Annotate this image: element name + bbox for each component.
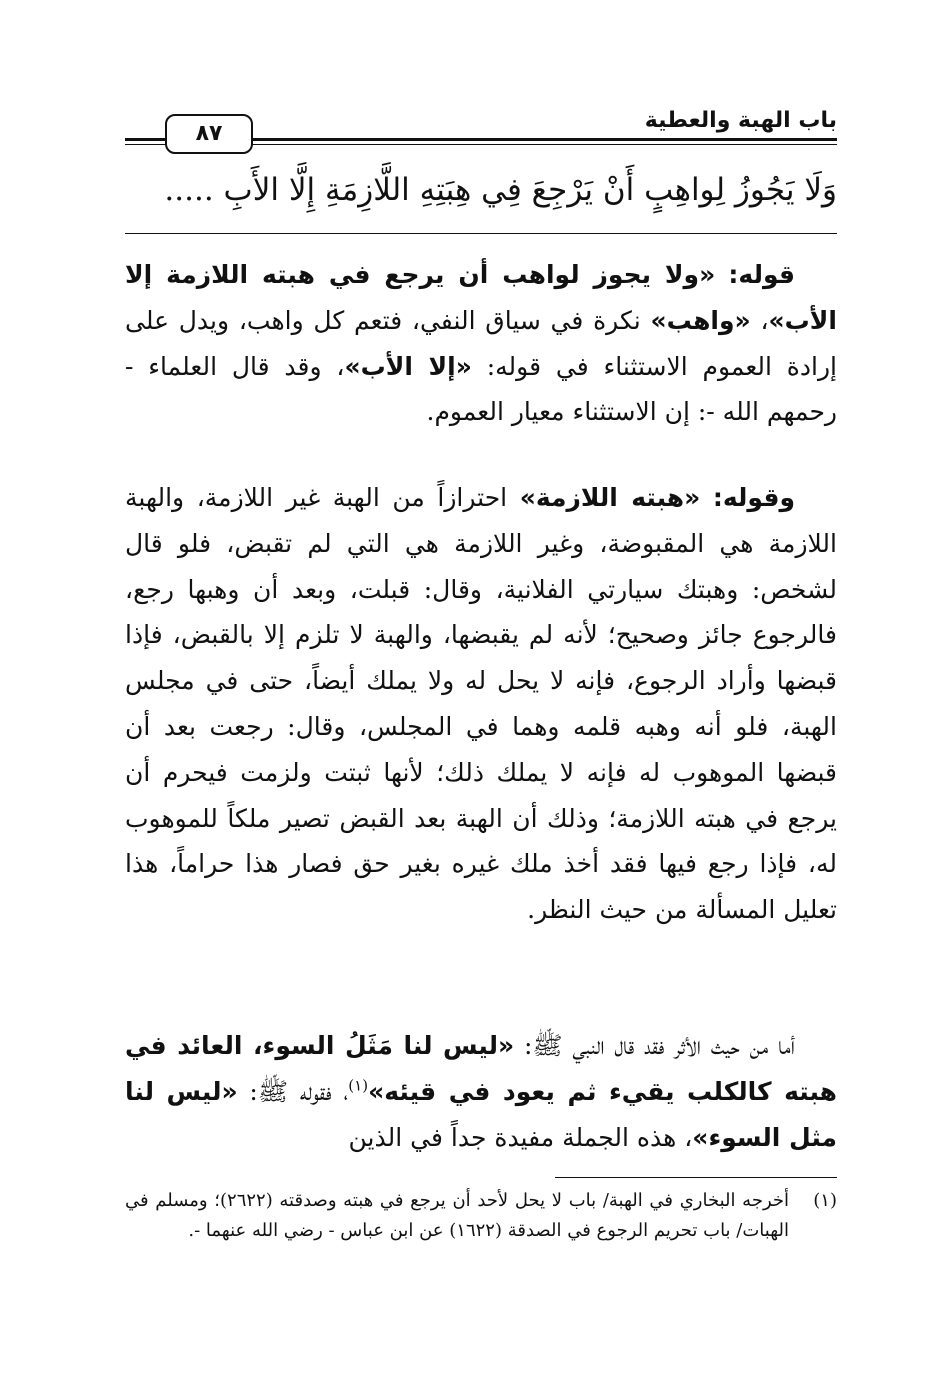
paragraph-1 <box>125 252 837 435</box>
paragraph-3-quote: «ليس لنا مثل السوء» <box>125 1076 837 1152</box>
footnote-text: أخرجه البخاري في الهبة/ باب لا يحل لأحد أن يرجع في هبته وصدقته (٢٦٢٢)؛ ومسلم في الهبات/ باب تحريم الرجوع في الصدقة (١٦٢٢) عن ابن عباس - رضي الله عنهما -. <box>125 1190 790 1241</box>
page-header <box>125 100 837 152</box>
paragraph-2-lead: وقوله: <box>712 483 796 512</box>
footnote-reference[interactable]: (١) <box>348 1076 369 1095</box>
paragraph-2 <box>125 475 837 933</box>
footnote <box>125 1186 837 1246</box>
page-number: ٨٧ <box>165 114 253 154</box>
footnote-divider <box>555 1177 837 1178</box>
chapter-title: باب الهبة والعطية <box>644 108 837 133</box>
paragraph-1-quote: «ولا يجوز لواهب أن يرجع في هبته اللازمة إلا الأب» <box>125 260 837 335</box>
paragraph-3 <box>125 1023 837 1160</box>
paragraph-3-text-1: أما من حيث الأثر فقد قال النبي ﷺ: <box>523 1031 795 1060</box>
paragraph-2-text: احترازاً من الهبة غير اللازمة، والهبة اللازمة هي المقبوضة، وغير اللازمة هي التي لم تقبض، فلو قال لشخص: وهبتك سيارتي الفلانية، وقال: قبلت، وبعد أن وهبها رجع، فالرجوع جائز وصحيح؛ لأنه لم يقبضها، والهبة لا تلزم إلا بالقبض، فإذا قبضها وأراد الرجوع، فإنه لا يحل له ولا يملك أيضاً، حتى في مجلس الهبة، فلو أنه وهبه قلمه وهما في المجلس، وقال: رجعت بعد أن قبضها الموهوب له فإنه لا يملك ذلك؛ لأنها ثبتت ولزمت فيحرم أن يرجع في هبته اللازمة؛ وذلك أن الهبة بعد القبض تصير ملكاً للموهوب له، فإذا رجع فيها فقد أخذ ملك غيره بغير حق فصار هذا حراماً، هذا تعليل المسألة من حيث النظر. <box>125 483 837 925</box>
paragraph-3-text-3: ، هذه الجملة مفيدة جداً في الذين <box>348 1122 693 1152</box>
paragraph-1-term: «واهب» <box>650 305 751 335</box>
paragraph-1-text-2: ، وقد قال العلماء - رحمهم الله -: إن الاستثناء معيار العموم. <box>125 351 837 427</box>
paragraph-1-lead: قوله: <box>728 260 796 289</box>
footnote-number: (١) <box>813 1190 837 1211</box>
matn-text: وَلَا يَجُوزُ لِواهِبٍ أَنْ يَرْجِعَ فِي هِبَتِهِ اللَّازِمَةِ إِلَّا الأَبِ ..... <box>164 172 837 208</box>
matn-divider <box>125 233 837 234</box>
paragraph-3-hadith: «ليس لنا مَثَلُ السوء، العائد في هبته كالكلب يقيء ثم يعود في قيئه» <box>125 1031 838 1106</box>
paragraph-3-text-2: ، فقوله ﷺ: <box>249 1076 349 1106</box>
paragraph-1-quote-2: «إلا الأب» <box>344 351 472 381</box>
paragraph-1-sep: ، <box>760 305 769 335</box>
paragraph-2-quote: «هبته اللازمة» <box>519 483 701 512</box>
paragraph-1-text-1: نكرة في سياق النفي، فتعم كل واهب، ويدل على إرادة العموم الاستثناء في قوله: <box>125 305 837 381</box>
